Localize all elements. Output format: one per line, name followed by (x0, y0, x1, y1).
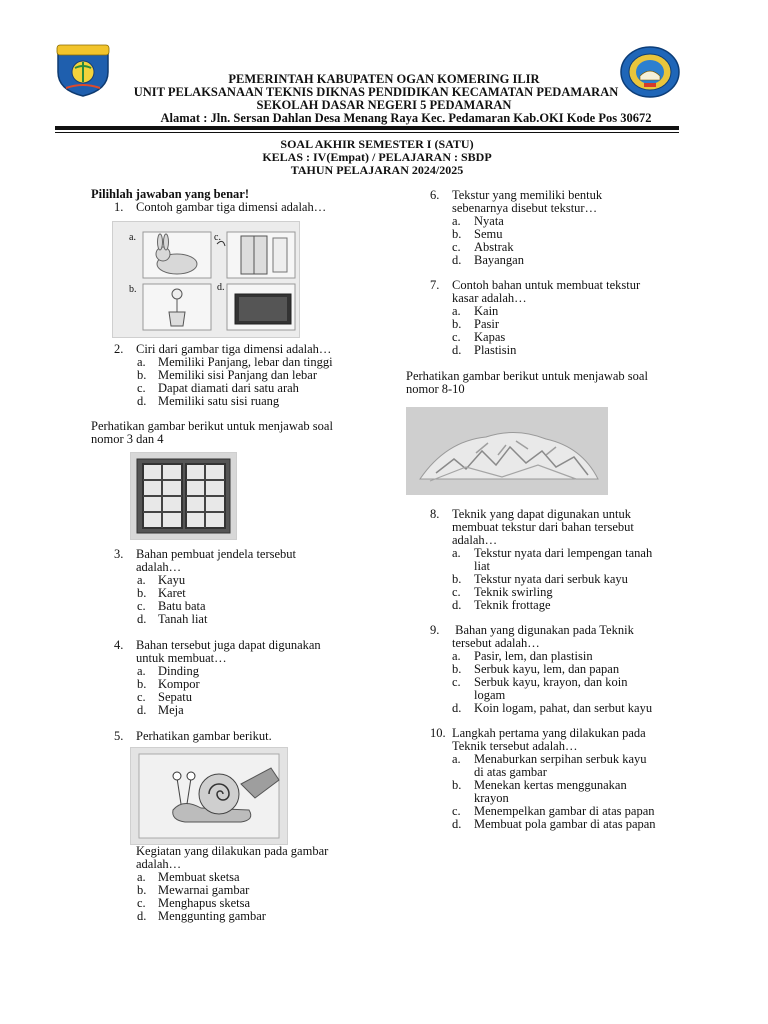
q10-option-a: Menaburkan serpihan serbuk kayu (474, 752, 647, 766)
question-10-text-1: Langkah pertama yang dilakukan pada (452, 726, 646, 740)
q5-option-a-letter: a. (137, 870, 146, 884)
header-government: PEMERINTAH KABUPATEN OGAN KOMERING ILIR (228, 72, 540, 86)
note-q3-4-line2: nomor 3 dan 4 (91, 432, 164, 446)
question-1-number: 1. (114, 200, 124, 214)
question-7-text-1: Contoh bahan untuk membuat tekstur (452, 278, 641, 292)
q8-option-b: Tekstur nyata dari serbuk kayu (474, 572, 628, 586)
question-5-prompt-1: Kegiatan yang dilakukan pada gambar (136, 844, 329, 858)
exam-class: KELAS : IV(Empat) / PELAJARAN : SBDP (262, 150, 492, 164)
question-4-text-2: untuk membuat… (136, 651, 227, 665)
q7-option-c: Kapas (474, 330, 506, 344)
question-10-text-2: Teknik tersebut adalah… (452, 739, 578, 753)
q8-option-c-letter: c. (452, 585, 461, 599)
q9-option-c-letter: c. (452, 675, 461, 689)
question-10-number: 10. (430, 726, 446, 740)
q8-option-a: Tekstur nyata dari lempengan tanah (474, 546, 653, 560)
question-2-text: Ciri dari gambar tiga dimensi adalah… (136, 342, 332, 356)
q9-option-b-letter: b. (452, 662, 462, 676)
q3-option-c: Batu bata (158, 599, 206, 613)
q1-dimension-pictures (112, 221, 300, 338)
question-9-text-1: Bahan yang digunakan pada Teknik (452, 623, 634, 637)
q2-option-a-letter: a. (137, 355, 146, 369)
question-7-number: 7. (430, 278, 440, 292)
q9-option-d-letter: d. (452, 701, 462, 715)
question-2-number: 2. (114, 342, 124, 356)
header-unit: UNIT PELAKSANAAN TEKNIS DIKNAS PENDIDIKAN KECAMATAN PEDAMARAN (133, 85, 619, 99)
question-4-text-1: Bahan tersebut juga dapat digunakan (136, 638, 321, 652)
q10-option-b-cont: krayon (474, 791, 509, 805)
q7-option-a: Kain (474, 304, 499, 318)
q10-option-a-letter: a. (452, 752, 461, 766)
question-3-number: 3. (114, 547, 124, 561)
q5-option-c-letter: c. (137, 896, 146, 910)
q7-option-b: Pasir (474, 317, 499, 331)
question-5-prompt-2: adalah… (136, 857, 182, 871)
q7-option-b-letter: b. (452, 317, 462, 331)
q7-option-a-letter: a. (452, 304, 461, 318)
q10-option-b: Menekan kertas menggunakan (474, 778, 627, 792)
question-9-text-2: tersebut adalah… (452, 636, 540, 650)
q7-option-d: Plastisin (474, 343, 517, 357)
q7-option-d-letter: d. (452, 343, 462, 357)
question-8-number: 8. (430, 507, 440, 521)
q8-option-d: Teknik frottage (474, 598, 551, 612)
q6-option-a-letter: a. (452, 214, 461, 228)
q10-option-c-letter: c. (452, 804, 461, 818)
q10-option-d-letter: d. (452, 817, 462, 831)
question-7-text-2: kasar adalah… (452, 291, 527, 305)
q2-option-d: Memiliki satu sisi ruang (158, 394, 280, 408)
q2-option-b-letter: b. (137, 368, 147, 382)
question-5-text: Perhatikan gambar berikut. (136, 729, 272, 743)
q2-option-c: Dapat diamati dari satu arah (158, 381, 299, 395)
q8-option-a-letter: a. (452, 546, 461, 560)
question-6-number: 6. (430, 188, 440, 202)
question-8-text-2: membuat tekstur dari bahan tersebut (452, 520, 634, 534)
q9-option-a: Pasir, lem, dan plastisin (474, 649, 593, 663)
q10-option-a-cont: di atas gambar (474, 765, 547, 779)
q10-option-d: Membuat pola gambar di atas papan (474, 817, 656, 831)
question-6-text-1: Tekstur yang memiliki bentuk (452, 188, 603, 202)
q10-option-b-letter: b. (452, 778, 462, 792)
window-photo (130, 452, 237, 540)
q6-option-b: Semu (474, 227, 503, 241)
q3-option-a: Kayu (158, 573, 186, 587)
q8-option-a-cont: liat (474, 559, 490, 573)
q6-option-a: Nyata (474, 214, 504, 228)
header-rule-thick (55, 126, 679, 130)
q4-option-a: Dinding (158, 664, 199, 678)
q4-option-d: Meja (158, 703, 184, 717)
q5-option-a: Membuat sketsa (158, 870, 240, 884)
q6-option-c: Abstrak (474, 240, 514, 254)
q1-label-c: c. (214, 232, 221, 243)
note-q8-10-line2: nomor 8-10 (406, 382, 465, 396)
q7-option-c-letter: c. (452, 330, 461, 344)
q4-option-c-letter: c. (137, 690, 146, 704)
question-5-number: 5. (114, 729, 124, 743)
q3-option-d-letter: d. (137, 612, 147, 626)
q3-option-a-letter: a. (137, 573, 146, 587)
q10-option-c: Menempelkan gambar di atas papan (474, 804, 655, 818)
q6-option-d-letter: d. (452, 253, 462, 267)
q8-option-b-letter: b. (452, 572, 462, 586)
question-9-number: 9. (430, 623, 440, 637)
q3-option-d: Tanah liat (158, 612, 208, 626)
q3-option-c-letter: c. (137, 599, 146, 613)
snail-coloring-photo (130, 747, 288, 845)
question-1-text: Contoh gambar tiga dimensi adalah… (136, 200, 327, 214)
question-8-text-3: adalah… (452, 533, 498, 547)
q3-option-b: Karet (158, 586, 186, 600)
q5-option-d: Menggunting gambar (158, 909, 266, 923)
q2-option-d-letter: d. (137, 394, 147, 408)
question-4-number: 4. (114, 638, 124, 652)
q8-option-d-letter: d. (452, 598, 462, 612)
q1-label-a: a. (129, 232, 136, 243)
q9-option-b: Serbuk kayu, lem, dan papan (474, 662, 620, 676)
q6-option-b-letter: b. (452, 227, 462, 241)
q8-option-c: Teknik swirling (474, 585, 553, 599)
question-6-text-2: sebenarnya disebut tekstur… (452, 201, 598, 215)
q4-option-d-letter: d. (137, 703, 147, 717)
q2-option-a: Memiliki Panjang, lebar dan tinggi (158, 355, 333, 369)
q4-option-b: Kompor (158, 677, 200, 691)
header-rule-thin (55, 132, 679, 133)
q1-label-d: d. (217, 282, 225, 293)
q5-option-b: Mewarnai gambar (158, 883, 250, 897)
q6-option-c-letter: c. (452, 240, 461, 254)
q9-option-d: Koin logam, pahat, dan serbut kayu (474, 701, 653, 715)
wood-shavings-photo (406, 407, 608, 495)
q6-option-d: Bayangan (474, 253, 524, 267)
exam-year: TAHUN PELAJARAN 2024/2025 (290, 163, 464, 177)
q5-option-b-letter: b. (137, 883, 147, 897)
question-3-text-1: Bahan pembuat jendela tersebut (136, 547, 297, 561)
header-school: SEKOLAH DASAR NEGERI 5 PEDAMARAN (256, 98, 512, 112)
header-address: Alamat : Jln. Sersan Dahlan Desa Menang Raya Kec. Pedamaran Kab.OKI Kode Pos 30672 (160, 111, 652, 125)
q4-option-b-letter: b. (137, 677, 147, 691)
note-q3-4-line1: Perhatikan gambar berikut untuk menjawab soal (91, 419, 333, 433)
exam-title: SOAL AKHIR SEMESTER I (SATU) (280, 137, 474, 151)
question-3-text-2: adalah… (136, 560, 182, 574)
q2-option-c-letter: c. (137, 381, 146, 395)
instruction: Pilihlah jawaban yang benar! (91, 187, 250, 201)
note-q8-10-line1: Perhatikan gambar berikut untuk menjawab soal (406, 369, 648, 383)
q4-option-a-letter: a. (137, 664, 146, 678)
q3-option-b-letter: b. (137, 586, 147, 600)
q9-option-c-cont: logam (474, 688, 506, 702)
q9-option-a-letter: a. (452, 649, 461, 663)
q5-option-c: Menghapus sketsa (158, 896, 250, 910)
q4-option-c: Sepatu (158, 690, 193, 704)
q9-option-c: Serbuk kayu, krayon, dan koin (474, 675, 628, 689)
q2-option-b: Memiliki sisi Panjang dan lebar (158, 368, 318, 382)
question-8-text-1: Teknik yang dapat digunakan untuk (452, 507, 631, 521)
q5-option-d-letter: d. (137, 909, 147, 923)
q1-label-b: b. (129, 284, 137, 295)
